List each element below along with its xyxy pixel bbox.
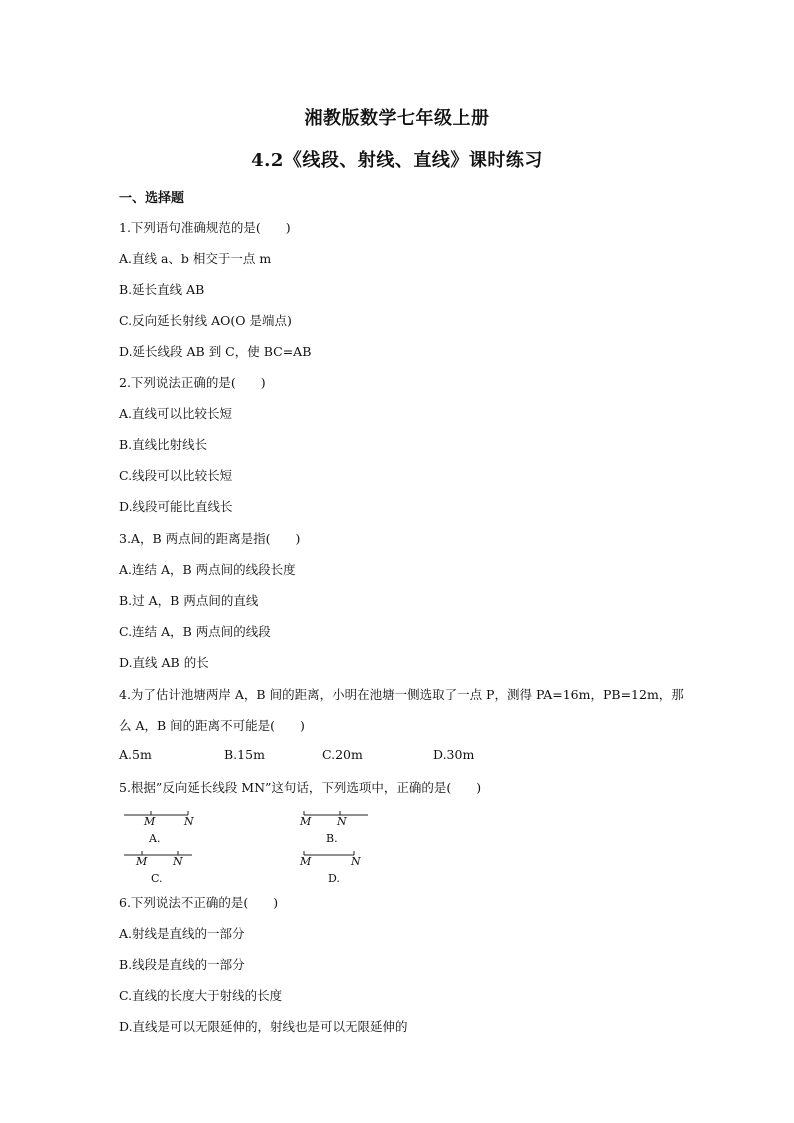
figure-c-option: C.	[151, 872, 163, 885]
section-heading: 一、选择题	[119, 191, 185, 206]
q1-option-b: B.延长直线 AB	[119, 282, 205, 297]
q3-option-b: B.过 A，B 两点间的直线	[119, 593, 259, 608]
q3-stem: 3.A，B 两点间的距离是指( )	[119, 531, 301, 546]
q4-stem-line-1: 4.为了估计池塘两岸 A，B 间的距离，小明在池塘一侧选取了一点 P，测得 PA=16m，PB=12m，那	[119, 687, 684, 702]
title-line-1: 湘教版数学七年级上册	[304, 108, 490, 129]
figure-a-diagram	[122, 808, 202, 848]
q5-figure-a	[122, 808, 202, 848]
q6-option-c: C.直线的长度大于射线的长度	[119, 988, 283, 1003]
figure-b-diagram	[298, 808, 378, 848]
q5-figure-c	[122, 848, 202, 888]
q6-stem: 6.下列说法不正确的是( )	[119, 895, 279, 910]
title-line-2: 4.2《线段、射线、直线》课时练习	[251, 150, 543, 171]
figure-b-label-m: M	[300, 815, 312, 828]
q5-stem: 5.根据”反向延长线段 MN”这句话，下列选项中，正确的是( )	[119, 780, 482, 795]
figure-a-option: A.	[149, 832, 161, 845]
q3-option-c: C.连结 A，B 两点间的线段	[119, 624, 271, 639]
q6-option-a: A.射线是直线的一部分	[119, 926, 245, 941]
q1-option-c: C.反向延长射线 AO(O 是端点)	[119, 313, 292, 328]
q2-stem: 2.下列说法正确的是( )	[119, 375, 266, 390]
q4-stem-line-2: 么 A，B 间的距离不可能是( )	[119, 718, 305, 733]
q6-option-d: D.直线是可以无限延伸的，射线也是可以无限延伸的	[119, 1019, 408, 1034]
q1-option-d: D.延长线段 AB 到 C，使 BC=AB	[119, 344, 312, 359]
figure-b-option: B.	[326, 832, 338, 845]
q4-option-a: A.5m	[119, 747, 152, 762]
q4-option-c: C.20m	[322, 747, 363, 762]
figure-d-label-n: N	[351, 855, 361, 868]
q2-option-a: A.直线可以比较长短	[119, 406, 233, 421]
q2-option-b: B.直线比射线长	[119, 437, 208, 452]
q1-stem: 1.下列语句准确规范的是( )	[119, 220, 291, 235]
q1-option-a: A.直线 a、b 相交于一点 m	[119, 251, 272, 266]
figure-c-label-m: M	[136, 855, 148, 868]
q5-figure-d	[298, 848, 378, 888]
q2-option-d: D.线段可能比直线长	[119, 499, 233, 514]
figure-a-label-n: N	[184, 815, 194, 828]
q6-option-b: B.线段是直线的一部分	[119, 957, 245, 972]
q4-option-b: B.15m	[224, 747, 265, 762]
q4-option-d: D.30m	[433, 747, 475, 762]
q4-options	[119, 747, 639, 765]
figure-a-label-m: M	[144, 815, 156, 828]
figure-b-label-n: N	[337, 815, 347, 828]
q5-figure-b	[298, 808, 378, 848]
figure-c-label-n: N	[173, 855, 183, 868]
q3-option-d: D.直线 AB 的长	[119, 655, 209, 670]
figure-d-label-m: M	[300, 855, 312, 868]
figure-d-option: D.	[328, 872, 340, 885]
q3-option-a: A.连结 A，B 两点间的线段长度	[119, 562, 296, 577]
q2-option-c: C.线段可以比较长短	[119, 468, 233, 483]
